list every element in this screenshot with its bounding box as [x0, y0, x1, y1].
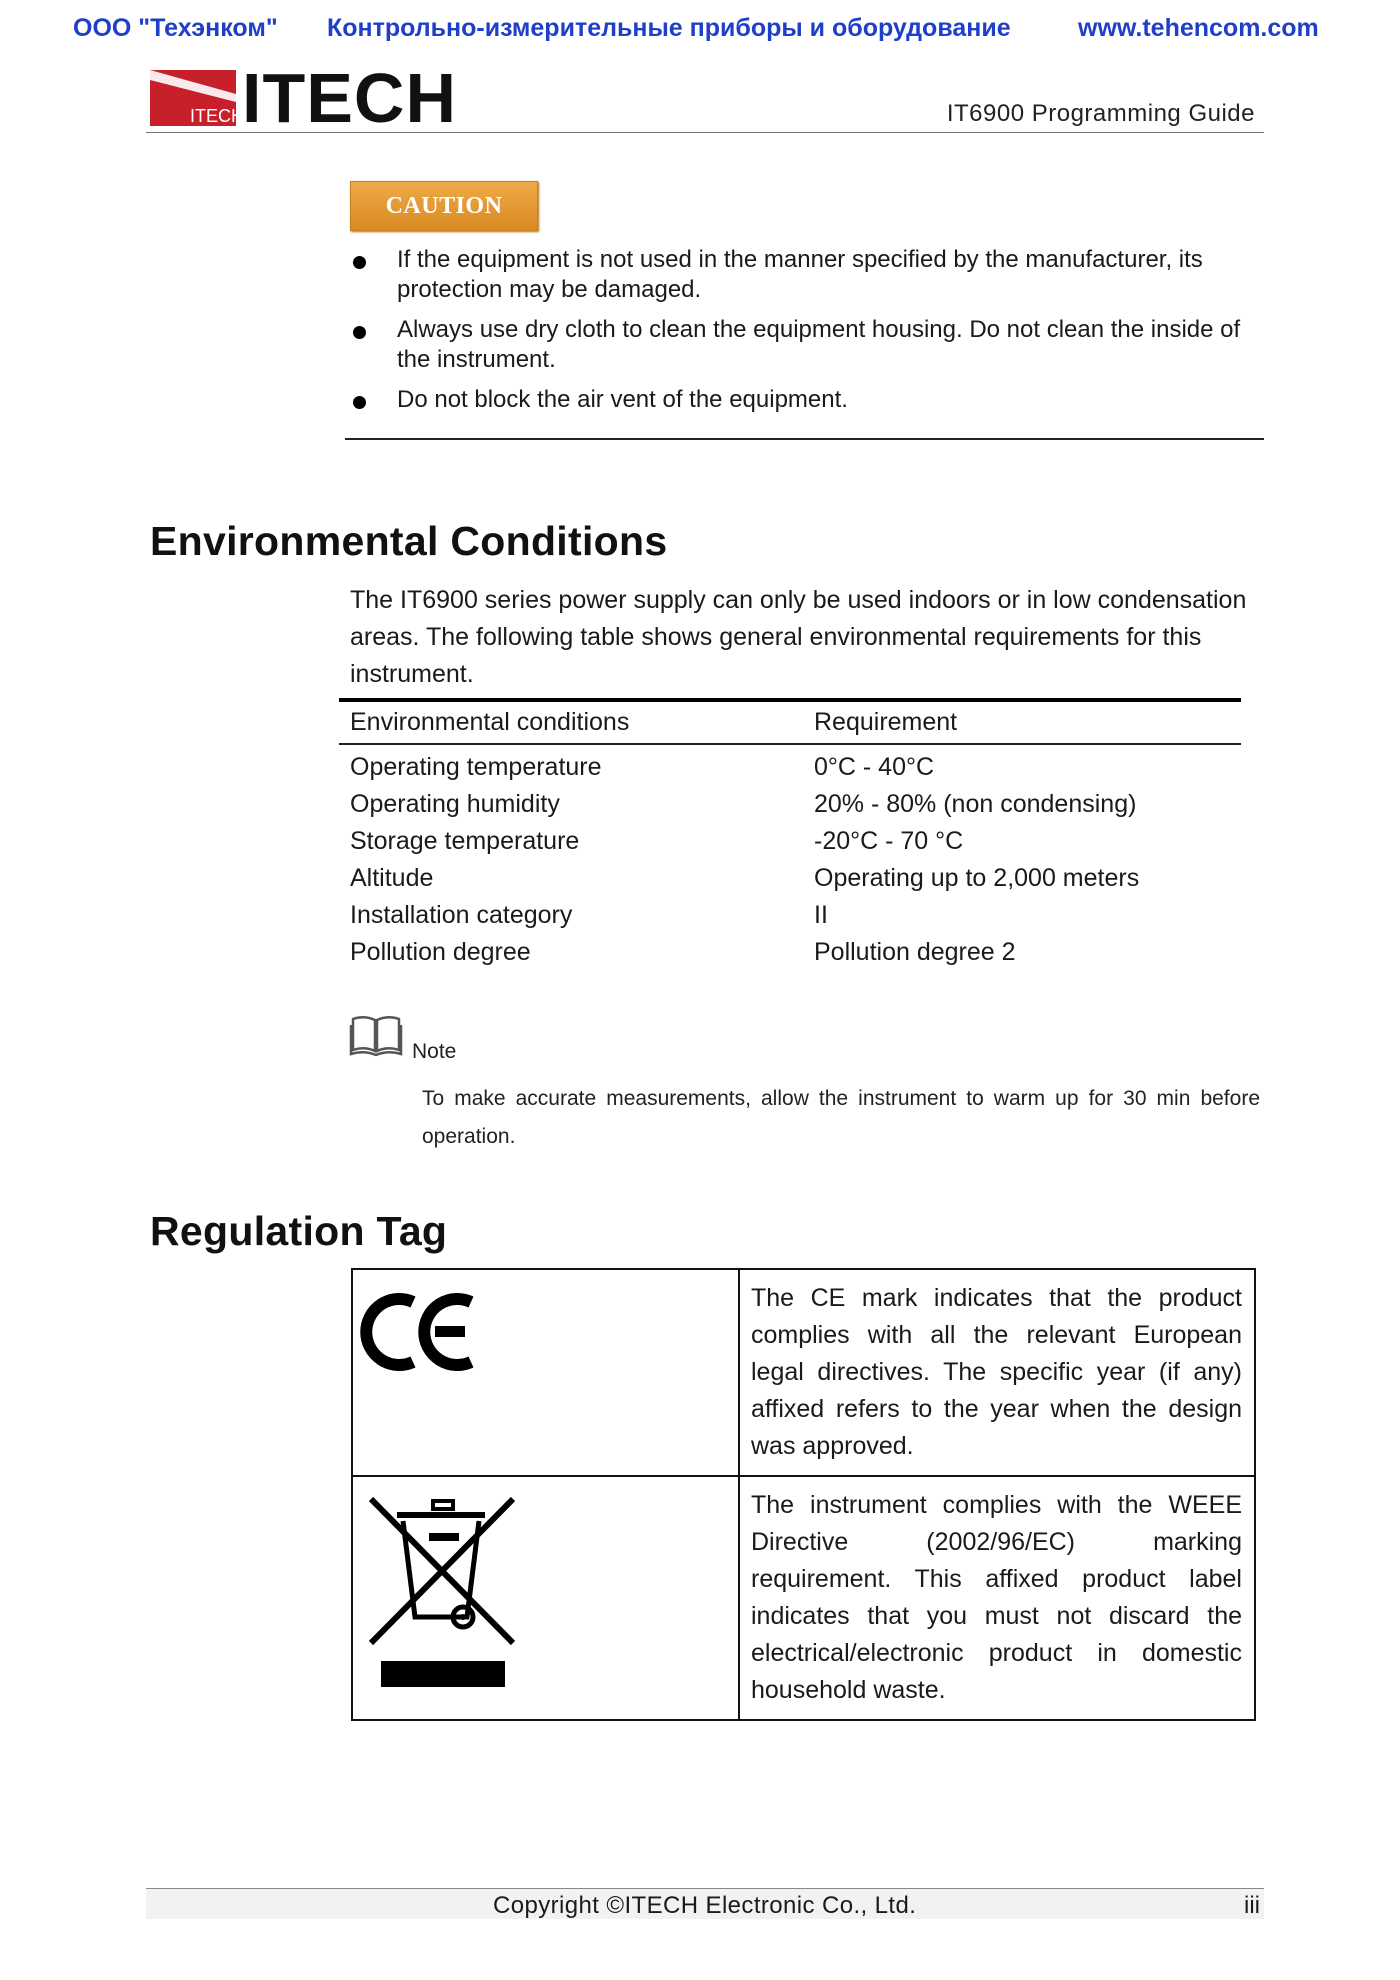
banner-company: ООО "Техэнком" [73, 14, 278, 42]
table-cell: 20% - 80% (non condensing) [814, 790, 1137, 818]
table-header-row [339, 700, 1241, 744]
top-banner [0, 14, 1400, 48]
table-row [339, 934, 1241, 971]
caution-item: Do not block the air vent of the equipment. [350, 385, 1250, 415]
regulation-description: The CE mark indicates that the product complies with all the relevant European legal directives. The specific year (if any) affixed refers to the year when the design was approved. [739, 1269, 1255, 1476]
footer-divider [146, 1888, 1264, 1889]
table-row [339, 786, 1241, 823]
banner-website[interactable]: www.tehencom.com [1078, 14, 1319, 42]
table-cell: Operating up to 2,000 meters [814, 864, 1140, 892]
table-cell: Pollution degree 2 [814, 938, 1016, 966]
table-cell: Operating humidity [350, 790, 560, 818]
column-header: Environmental conditions [339, 700, 803, 744]
caution-list [350, 245, 1250, 425]
environmental-heading: Environmental Conditions [150, 518, 668, 564]
badge-text: ITECH [190, 106, 244, 126]
table-cell: 0°C - 40°C [814, 753, 935, 781]
footer-copyright: Copyright ©ITECH Electronic Co., Ltd. [493, 1892, 917, 1919]
table-row [339, 744, 1241, 786]
table-cell: II [814, 901, 828, 929]
table-cell: -20°C - 70 °C [814, 827, 964, 855]
table-cell: Storage temperature [350, 827, 580, 855]
table-row [339, 897, 1241, 934]
doc-title: IT6900 Programming Guide [946, 100, 1255, 127]
icon-cell [352, 1476, 739, 1720]
table-cell: Installation category [350, 901, 573, 929]
icon-cell [352, 1269, 739, 1476]
weee-crossed-bin-icon [367, 1495, 519, 1695]
table-row [352, 1476, 1255, 1720]
regulation-table [351, 1268, 1256, 1721]
caution-item: Always use dry cloth to clean the equipment housing. Do not clean the inside of the instrument. [350, 315, 1250, 375]
itech-badge-icon [150, 70, 244, 126]
banner-tagline: Контрольно-измерительные приборы и оборудование [327, 14, 1011, 42]
page-number: iii [1244, 1892, 1260, 1919]
environmental-intro: The IT6900 series power supply can only be used indoors or in low condensation areas. The following table shows general environmental requirements for this instrument. [350, 586, 1247, 688]
header-divider [146, 132, 1264, 133]
environmental-table [339, 698, 1241, 971]
caution-label: CAUTION [350, 181, 538, 231]
regulation-description: The instrument complies with the WEEE Directive (2002/96/EC) marking requirement. This affixed product label indicates that you must not discard the electrical/electronic product in domestic household waste. [739, 1476, 1255, 1720]
ce-mark-icon [365, 1288, 477, 1376]
table-row [339, 823, 1241, 860]
column-header: Requirement [803, 700, 1241, 744]
table-cell: Altitude [350, 864, 434, 892]
table-row [339, 860, 1241, 897]
note-text: To make accurate measurements, allow the instrument to warm up for 30 min before operation. [422, 1087, 1260, 1148]
table-cell: Pollution degree [350, 938, 531, 966]
itech-logo [150, 59, 462, 137]
book-icon [350, 1013, 402, 1057]
regulation-heading: Regulation Tag [150, 1208, 448, 1254]
caution-item: If the equipment is not used in the manner specified by the manufacturer, its protection may be damaged. [350, 245, 1250, 305]
caution-divider [345, 438, 1264, 440]
logo-wordmark: ITECH [242, 59, 457, 137]
table-cell: Operating temperature [350, 753, 602, 781]
table-row [352, 1269, 1255, 1476]
note-label: Note [412, 1040, 457, 1063]
